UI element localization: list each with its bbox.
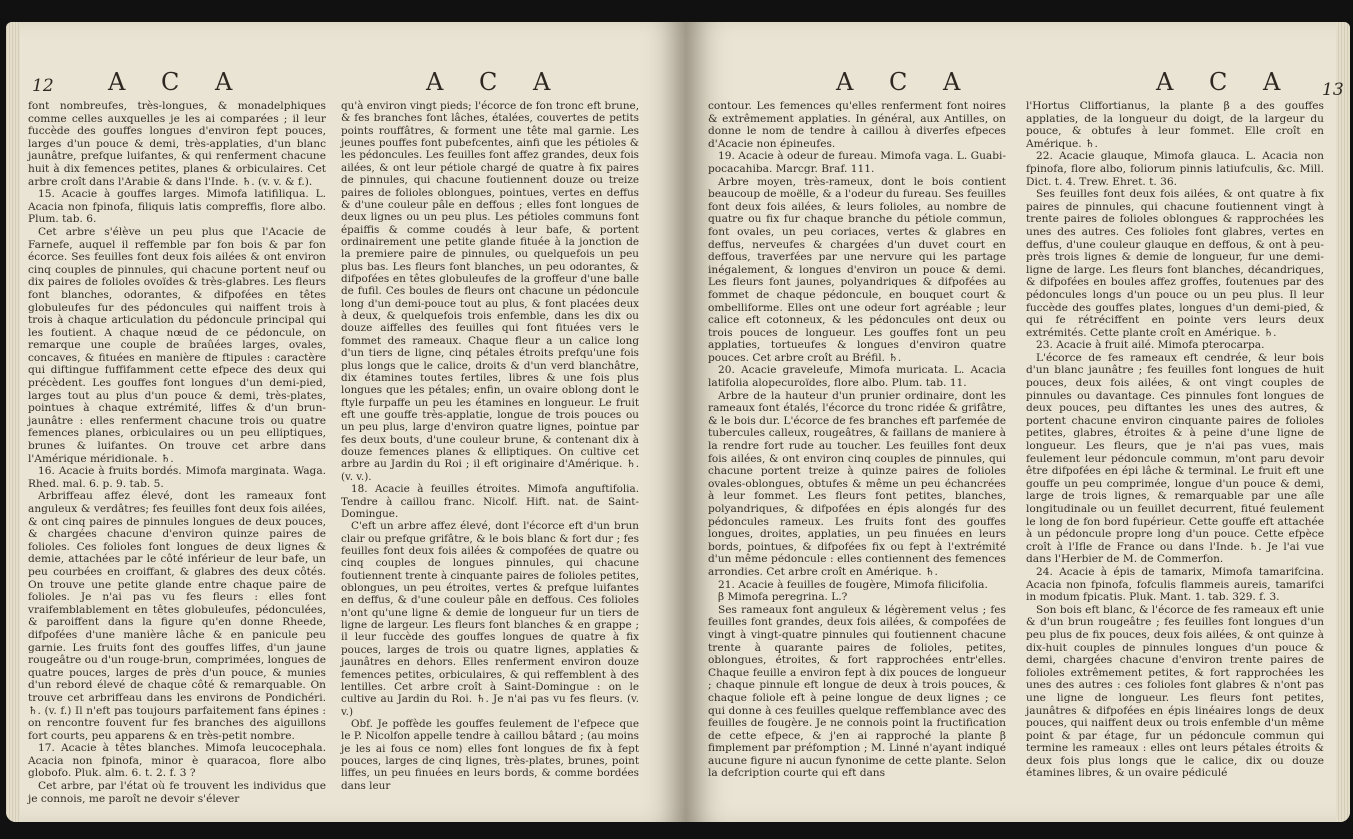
paragraph: 18. Acacie à feuilles étroites. Mimofa anguftifolia. Tendre à caillou franc. Nicolf. Hift. nat. de Saint-Domingue. — [341, 483, 639, 520]
page-number: 12 — [32, 76, 54, 96]
paragraph: 21. Acacie à feuilles de fougère, Mimofa filicifolia. — [718, 578, 988, 591]
paragraph: Son bois eft blanc, & l'écorce de fes rameaux eft unie & d'un brun rougeâtre ; fes feuilles font longues d'un peu plus de fix pouces, deux fois ailées, & ont quinze à dix-huit couples de pinnules longues d'un pouce & demi, chargées chacune d'environ trente paires de folioles extrêmement petites, & fort rapprochées les unes des autres : ces folioles font glabres & n'ont pas une ligne de longueur. Les fleurs font petites, jaunâtres & difpofées en épis linéaires longs de deux pouces, qui naiffent deux ou trois enfemble d'un même point & par étage, fur un pédoncule commun qui termine les rameaux : elles ont leurs pétales étroits & deux fois plus longs que le calice, dix ou douze étamines libres, & un ovaire pédiculé — [1026, 603, 1324, 780]
page-number: 13 — [1322, 80, 1344, 100]
paragraph: 17. Acacie à têtes blanches. Mimofa leucocephala. Acacia non fpinofa, minor è quaracoa, flore albo globofo. Pluk. alm. 6. t. 2. f. 3 ? — [28, 742, 326, 780]
paragraph: contour. Les femences qu'elles renferment font noires & extrêmement applaties. In général, aux Antilles, on donne le nom de tendre à caillou à diverfes efpeces d'Acacie non épineufes. — [708, 100, 1006, 150]
paragraph: 23. Acacie à fruit ailé. Mimofa pterocarpa. — [1036, 339, 1265, 352]
paragraph: Arbre moyen, très-rameux, dont le bois contient beaucoup de moëlle, & a l'odeur du fureau. Ses feuilles font deux fois ailées, & leurs folioles, au nombre de quatre ou fix fur chaque branche du pétiole commun, font ovales, un peu coriaces, vertes & glabres en deffus, nerveufes & chargées d'un duvet court en deffous, traverfées par une nervure qui les partage inégalement, & longues d'environ un pouce & demi. Les fleurs font jaunes, polyandriques & difpofées au fommet de chaque pédoncule, en bouquet court & ombelliforme. Elles ont une odeur fort agréable ; leur calice eft cotonneux, & les pédoncules ont deux ou trois pouces de longueur. Les gouffes font un peu applaties, tortueufes & longues d'environ quatre pouces. Cet arbre croît au Bréfil. ♄. — [708, 175, 1006, 364]
paragraph: Ses feuilles font deux fois ailées, & ont quatre à fix paires de pinnules, qui chacune foutiennent vingt à trente paires de folioles oblongues & rapprochées les unes des autres. Ces folioles font glabres, vertes en deffus, d'une couleur glauque en deffous, & ont à peu-près trois lignes & demie de longueur, fur une demi-ligne de large. Les fleurs font blanches, décandriques, & difpofées en boules affez groffes, foutenues par des pédoncules longs d'un pouce ou un peu plus. Il leur fuccède des gouffes plates, longues d'un demi-pied, & qui fe rétréciffent en pointe vers leurs deux extrémités. Cette plante croît en Amérique. ♄. — [1026, 188, 1324, 339]
paragraph: Cet arbre s'élève un peu plus que l'Acacie de Farnefe, auquel il reffemble par fon bois & par fon écorce. Ses feuilles font deux fois ailées & ont environ cinq couples de pinnules, qui chacune portent neuf ou dix paires de folioles ovoïdes & très-glabres. Les fleurs font blanches, odorantes, & difpofées en têtes globuleufes fur des pédoncules qui naiffent trois à trois à chaque articulation du pédoncule principal qui les foutient. A chaque nœud de ce pédoncule, on remarque une couple de braûées larges, ovales, concaves, & fituées en manière de ftipules : caractère qui diftingue fuffifamment cette efpece des deux qui précèdent. Les gouffes font longues d'un demi-pied, larges tout au plus d'un pouce & demi, très-plates, pointues à chaque extrémité, liffes & d'un brun-jaunâtre : elles renferment chacune trois ou quatre femences planes, orbiculaires ou un peu elliptiques, brunes & luifantes. On trouve cet arbre dans l'Amérique méridionale. ♄. — [28, 225, 326, 465]
paragraph: 24. Acacie à épis de tamarix, Mimofa tamarifcina. Acacia non fpinofa, fofculis flammeis aureis, tamarifci in modum fpicatis. Pluk. Mant. 1. tab. 329. f. 3. — [1026, 565, 1324, 604]
text-column — [708, 100, 1006, 780]
left-page — [6, 22, 686, 822]
paragraph: Ses rameaux font anguleux & légèrement velus ; fes feuilles font grandes, deux fois ailées, & compofées de vingt à vingt-quatre pinnules qui foutiennent chacune trente à quarante paires de folioles, petites, oblongues, étroites, & fort rapprochées entr'elles. Chaque feuille a environ fept à dix pouces de longueur ; chaque pinnule eft longue de deux à trois pouces, & chaque foliole eft à peine longue de deux lignes ; ce qui donne à ces feuilles quelque reffemblance avec des feuilles de fougère. Je ne connois point la fructification de cette efpece, & j'en ai rapproché la plante β fimplement par préfomption ; M. Linné n'ayant indiqué aucune figure ni aucun fynonime de cette plante. Selon la defcription courte qui eft dans — [708, 603, 1006, 780]
paragraph: 16. Acacie à fruits bordés. Mimofa marginata. Waga. Rhed. mal. 6. p. 9. tab. 5. — [28, 465, 326, 490]
paragraph: font nombreufes, très-longues, & monadelphiques comme celles auxquelles je les ai comparées ; il leur fuccède des gouffes longues d'environ fept pouces, larges d'un pouce & demi, très-applaties, d'un blanc jaunâtre, prefque luifantes, & qui renferment chacune huit à dix femences petites, planes & orbiculaires. Cet arbre croît dans l'Arabie & dans l'Inde. ♄. (v. v. & f.). — [28, 100, 326, 188]
paragraph: Arbre de la hauteur d'un prunier ordinaire, dont les rameaux font étalés, l'écorce du tronc ridée & grifâtre, & le bois dur. L'écorce de fes branches eft parfemée de tubercules calleux, rougeâtres, & faillans de maniere à la rendre fort rude au toucher. Les feuilles font deux fois ailées, & ont environ cinq couples de pinnules, qui chacune portent treize à quinze paires de folioles ovales-oblongues, obtufes & même un peu échancrées à leur fommet. Les fleurs font petites, blanches, polyandriques, & difpofées en épis alongés fur des pédoncules rameux. Les fruits font des gouffes longues, droites, applaties, un peu finuées en leurs bords, pointues, & difpofées fix ou fept à l'extrémité d'un même pédoncule : elles contiennent des femences arrondies. Cet arbre croît en Amérique. ♄. — [708, 389, 1006, 578]
paragraph: Arbriffeau affez élevé, dont les rameaux font anguleux & verdâtres; fes feuilles font deux fois ailées, & ont cinq paires de pinnules longues de deux pouces, & chargées chacune d'environ quinze paires de folioles. Ces folioles font longues de deux lignes & demie, attachées par le côté inférieur de leur bafe, un peu courbées en croiffant, & glabres des deux côtés. On trouve une petite glande entre chaque paire de folioles. Je n'ai pas vu fes fleurs : elles font vraifemblablement en têtes globuleufes, pédonculées, & paroiffent dans la figure qu'en donne Rheede, difpofées d'une manière lâche & en panicule peu garnie. Les fruits font des gouffes liffes, d'un jaune rougeâtre ou d'un rouge-brun, comprimées, longues de quatre pouces, larges de près d'un pouce, & munies d'un rebord élevé de chaque côté & remarquable. On trouve cet arbriffeau dans les environs de Pondichéri. ♄. (v. f.) Il n'eft pas toujours parfaitement fans épines : on rencontre fouvent fur fes branches des aiguillons fort courts, peu apparens & en très-petit nombre. — [28, 490, 326, 742]
paragraph: 22. Acacie glauque, Mimofa glauca. L. Acacia non fpinofa, flore albo, foliorum pinnis latiufculis, &c. Mill. Dict. t. 4. Trew. Ehret. t. 36. — [1026, 150, 1324, 188]
paragraph: 15. Acacie à gouffes larges. Mimofa latifiliqua. L. Acacia non fpinofa, filiquis latis compreffis, flore albo. Plum. tab. 6. — [28, 188, 326, 226]
paragraph: Obf. Je poffède les gouffes feulement de l'efpece que le P. Nicolfon appelle tendre à caillou bâtard ; (au moins je les ai fous ce nom) elles font longues de fix à fept pouces, larges de cinq lignes, très-plates, brunes, point liffes, un peu finuées en leurs bords, & comme bordées dans leur — [341, 717, 639, 792]
running-head: A C A — [836, 68, 975, 96]
paragraph: β Mimofa peregrina. L.? — [718, 591, 848, 604]
running-head: A C A — [108, 68, 247, 96]
running-head: A C A — [426, 68, 565, 96]
page-edge — [6, 22, 20, 822]
paragraph: 19. Acacie à odeur de fureau. Mimofa vaga. L. Guabi-pocacahiba. Marcgr. Braf. 111. — [708, 150, 1006, 175]
text-column — [341, 100, 639, 792]
right-page — [686, 22, 1350, 822]
paragraph: qu'à environ vingt pieds; l'écorce de fon tronc eft brune, & fes branches font lâches, étalées, couvertes de petits points rouffâtres, & forment une tête mal garnie. Les jeunes pouffes font pubefcentes, ainfi que les pétioles & les pédoncules. Les feuilles font affez grandes, deux fois ailées, & ont leur pétiole chargé de quatre à fix paires de pinnules, qui chacune foutiennent douze ou treize paires de folioles oblongues, pointues, vertes en deffus & d'une couleur pâle en deffous ; elles font longues de deux lignes ou un peu plus. Les pétioles communs font épaiffis & comme coudés à leur bafe, & portent ordinairement une petite glande fituée à la jonction de la premiere paire de pinnules, ou quelquefois un peu plus bas. Les fleurs font blanches, un peu odorantes, & difpofées en têtes globuleufes de la groffeur d'une balle de fufil. Ces boules de fleurs ont chacune un pédoncule long d'un demi-pouce tout au plus, & font placées deux à deux, & quelquefois trois enfemble, dans les dix ou douze aiffelles des feuilles qui font fituées vers le fommet des rameaux. Chaque fleur a un calice long d'un tiers de ligne, cinq pétales étroits prefqu'une fois plus longs que le calice, droits & d'un verd blanchâtre, dix étamines toutes fertiles, libres & une fois plus longues que les pétales; enfin, un ovaire oblong dont le ftyle furpaffe un peu les étamines en longueur. Le fruit eft une gouffe très-applatie, longue de trois pouces ou un peu plus, large d'environ quatre lignes, pointue par fes deux bouts, d'une couleur brune, & contenant dix à douze femences planes & elliptiques. On cultive cet arbre au Jardin du Roi ; il eft originaire d'Amérique. ♄. (v. v.). — [341, 100, 639, 483]
paragraph: C'eft un arbre affez élevé, dont l'écorce eft d'un brun clair ou prefque grifâtre, & le bois blanc & fort dur ; fes feuilles font deux fois ailées & compofées de quatre ou cinq couples de longues pinnules, qui chacune foutiennent trente à cinquante paires de folioles petites, oblongues, un peu étroites, vertes & prefque luifantes en deffus, & d'une couleur pâle en deffous. Ces folioles n'ont qu'une ligne & demie de longueur fur un tiers de ligne de largeur. Les fleurs font blanches & en grappe ; il leur fuccède des gouffes longues de quatre à fix pouces, larges de trois ou quatre lignes, applaties & jaunâtres en dehors. Elles renferment environ douze femences petites, orbiculaires, & qui reffemblent à des lentilles. Cet arbre croît à Saint-Domingue : on le cultive au Jardin du Roi. ♄. Je n'ai pas vu fes fleurs. (v. v.) — [341, 520, 639, 718]
paragraph: L'écorce de fes rameaux eft cendrée, & leur bois d'un blanc jaunâtre ; fes feuilles font longues de huit pouces, deux fois ailées, & ont vingt couples de pinnules ou davantage. Ces pinnules font longues de deux pouces, peu diftantes les unes des autres, & portent chacune environ cinquante paires de folioles petites, glabres, étroites & à peine d'une ligne de longueur. Les fleurs, que je n'ai pas vues, mais feulement leur pédoncule commun, m'ont paru devoir être difpofées en épi lâche & terminal. Le fruit eft une gouffe un peu comprimée, longue d'un pouce & demi, large de trois lignes, & remarquable par une aîle longitudinale ou un feuillet decurrent, fitué feulement le long de fon bord fupérieur. Cette gouffe eft attachée à un pédoncule propre long d'un pouce. Cette efpèce croît à l'Ifle de France ou dans l'Inde. ♄. Je l'ai vue dans l'Herbier de M. de Commerfon. — [1026, 351, 1324, 566]
running-head: A C A — [1156, 68, 1295, 96]
text-column — [1026, 100, 1324, 780]
paragraph: l'Hortus Cliffortianus, la plante β a des gouffes applaties, de la longueur du doigt, de la largeur du pouce, & obtufes à leur fommet. Elle croît en Amérique. ♄. — [1026, 100, 1324, 150]
paragraph: 20. Acacie graveleufe, Mimofa muricata. L. Acacia latifolia alopecuroïdes, flore albo. Plum. tab. 11. — [708, 364, 1006, 390]
paragraph: Cet arbre, par l'état où fe trouvent les individus que je connois, me paroît ne devoir s'élever — [28, 780, 326, 805]
text-column — [28, 100, 326, 805]
page-edge — [1336, 22, 1350, 822]
